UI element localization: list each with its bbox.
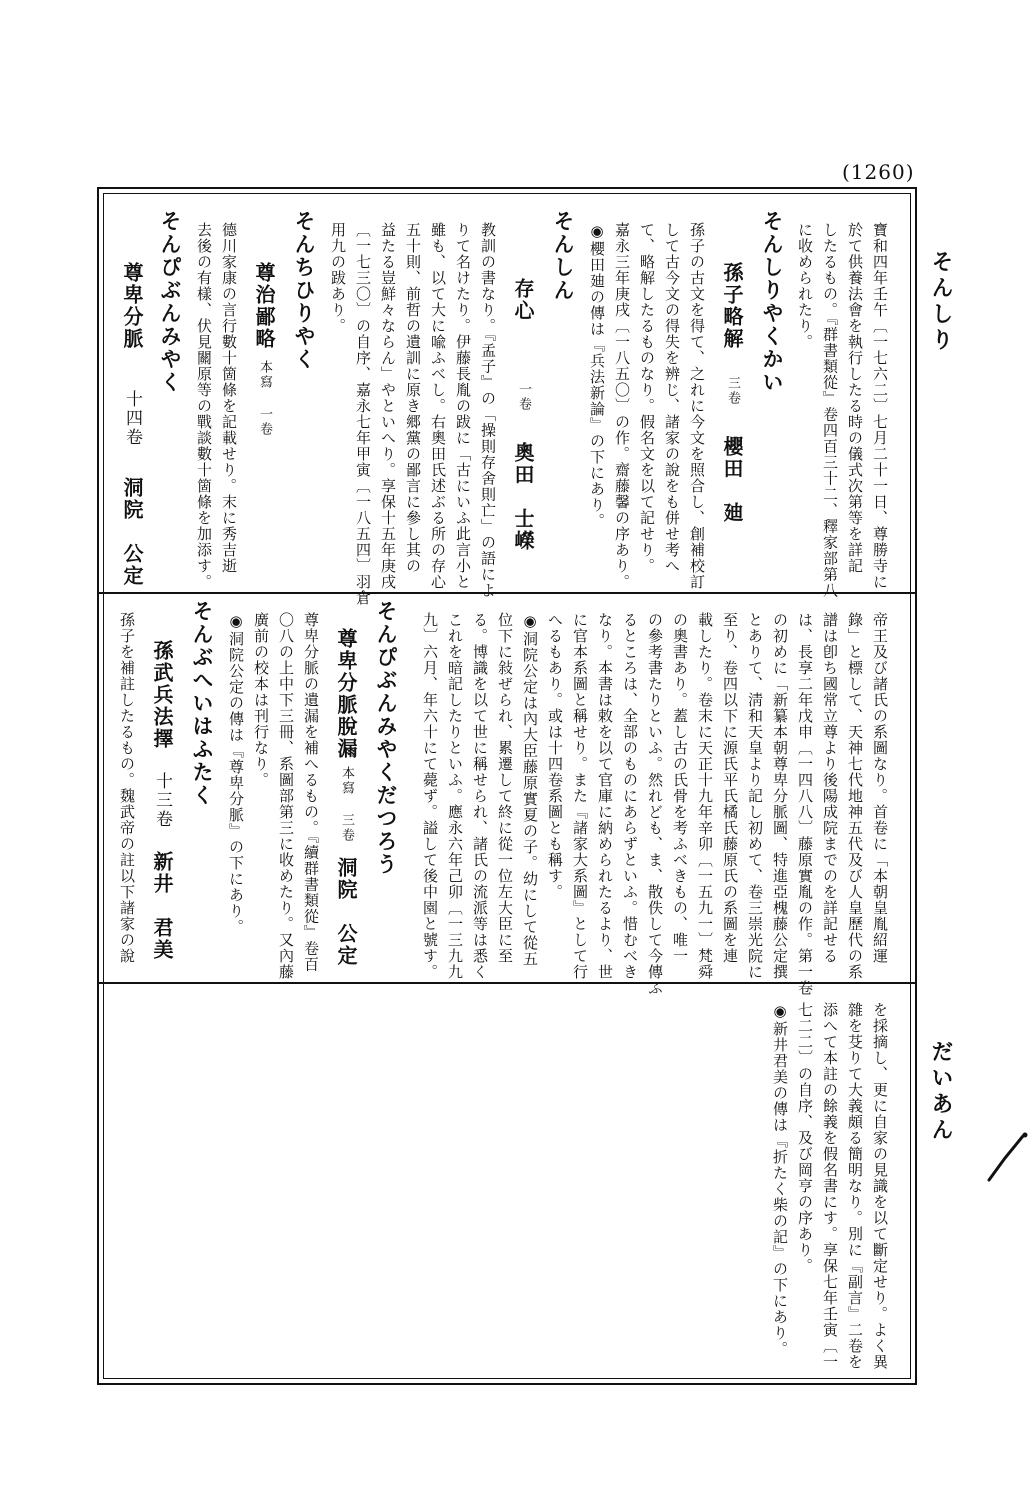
entry-title-sonchi-hiryaku <box>254 262 274 437</box>
entry-heading-sonchi-hiryaku: そんちひりやく <box>292 210 317 371</box>
band-divider-lower <box>99 982 915 984</box>
author-name: 櫻田 廸 <box>720 436 744 524</box>
text-line: 去後の有樣、伏見關原等の戰談數十箇條を加添す。 <box>195 222 213 590</box>
text-line: に收められたり。 <box>796 222 814 350</box>
text-line: の初めに「新纂本朝尊卑分脈圖、特進亞槐藤公定撰 <box>771 612 789 980</box>
entry-heading-sonshin: そんしん <box>551 210 576 302</box>
text-line: 〇八の上中下三冊、系圖部第三に收めたり。又內藤 <box>277 612 295 980</box>
text-line: 雜を芟りて大義頗る簡明なり。別に『副言』二卷を <box>846 1002 864 1370</box>
page-number: (1260) <box>842 160 915 184</box>
title-text: 孫子略解 <box>720 262 744 350</box>
text-line: 用九の跋あり。 <box>329 222 347 334</box>
text-line: りて名けたり。伊藤長胤の跋に「古にいふ此言小と <box>454 222 472 590</box>
text-line: ◉洞院公定の傳は『尊卑分脈』の下にあり。 <box>227 612 245 935</box>
entry-title-sonpi-bunmyaku <box>122 262 142 587</box>
entry-heading-sonbu-heihoutaku: そんぶへいはふたく <box>190 600 215 807</box>
title-text: 尊卑分脈脫漏 <box>334 628 358 760</box>
text-line: る。博識を以て世に稱せられ、諸氏の流派等は悉く <box>471 612 489 980</box>
volume-count: 一卷 <box>516 382 531 412</box>
text-line: ◉新井君美の傳は『折たく柴の記』の下にあり。 <box>771 1002 789 1357</box>
text-line: 德川家康の言行數十箇條を記載せり。末に秀吉逝 <box>220 222 238 574</box>
text-line: して古今文の得失を辨じ、諸家の說をも併せ考へ <box>663 222 681 574</box>
text-line: 譜は卽ち國常立尊より後陽成院までのを詳記せる <box>821 612 839 964</box>
text-line: 孫子を補註したるもの。魏武帝の註以下諸家の說 <box>118 612 136 964</box>
text-line: 載したり。卷末に天正十九年辛卯〔一五九一〕梵舜 <box>696 612 714 980</box>
text-line: 於て供養法會を執行したる時の儀式次第等を詳記 <box>846 222 864 574</box>
text-line: ◉洞院公定は內大臣藤原實夏の子。幼にして從五 <box>521 612 539 967</box>
text-line: 添へて本註の餘義を假名書にす。享保七年壬寅〔一 <box>821 1002 839 1370</box>
title-text: 尊卑分脈 <box>120 262 144 350</box>
entry-heading-sonshi-ryakukai: そんしりやくかい <box>760 210 785 394</box>
author-name: 洞院 公定 <box>334 857 358 967</box>
text-line: 嘉永三年庚戌〔一八五〇〕の作。齋藤馨の序あり。 <box>613 222 631 590</box>
band-divider-upper <box>99 592 915 594</box>
text-line: 錄」と標して、天神七代地神五代及び人皇歷代の系 <box>846 612 864 980</box>
entry-title-sonshi-ryakukai <box>722 262 742 524</box>
entry-title-sonshin <box>513 278 533 552</box>
text-line: 至り、卷四以下に源氏平氏橘氏藤原氏の系圖を連 <box>721 612 739 964</box>
margin-label-bottom: だいあん <box>928 1040 954 1144</box>
text-line: ◉櫻田廸の傳は『兵法新論』の下にあり。 <box>588 222 606 529</box>
volume-count: 三卷 <box>725 376 740 406</box>
text-line: 七二二〕の自序、及び岡亨の序あり。 <box>796 1002 814 1274</box>
text-line: の奧書あり。蓋し古の氏骨を考ふべきもの、唯一 <box>671 612 689 964</box>
volume-count: 十四卷 <box>122 390 142 447</box>
text-line: 教訓の書なり。『孟子』の「操則存舍則亡」の語によ <box>479 222 497 599</box>
text-line: 九〕六月、年六十にて薨ず。謚して後中園と號す。 <box>421 612 439 980</box>
text-line: 益たる豈鮮々ならん」やといへり。享保十五年庚戌 <box>379 222 397 590</box>
author-name: 新井 君美 <box>150 851 174 961</box>
ink-mark <box>975 1130 1035 1190</box>
title-text: 尊治鄙略 <box>252 262 276 350</box>
entry-title-sonbu-heihoutaku <box>152 640 172 961</box>
text-line: 〔一七三〇〕の自序、嘉永七年甲寅〔一八五四〕羽倉 <box>354 222 372 606</box>
text-line: 帝王及び諸氏の系圖なり。首卷に「本朝皇胤紹運 <box>871 612 889 964</box>
text-line: したるもの。『群書類從』卷四百三十二、釋家部第八 <box>821 222 839 599</box>
title-text: 孫武兵法擇 <box>150 640 174 750</box>
text-line: 雖も、以て大に喩ふべし。右奧田氏述ぶる所の存心 <box>429 222 447 590</box>
text-line: 孫子の古文を得て、之れに今文を照合し、創補校訂 <box>688 222 706 590</box>
volume-count: 十三卷 <box>152 772 172 829</box>
title-text: 存心 <box>511 278 535 322</box>
entry-title-sonpi-bunmyaku-datsuro <box>336 628 356 967</box>
text-line: なり。本書は敕を以て官庫に納められたるより、世 <box>596 612 614 980</box>
margin-label-top: そんしり <box>928 250 954 354</box>
entry-heading-sonpi-bunmyaku-datsuro: そんぴぶんみやくだつろう <box>374 600 399 876</box>
text-line: は、長享二年戊申〔一四八八〕藤原實胤の作。第一卷 <box>796 612 814 996</box>
text-line: 位下に敍ぜられ、累遷して終に從一位左大臣に至 <box>496 612 514 964</box>
text-line: 寶和四年壬午〔一七六二〕七月二十一日、尊勝寺に <box>871 222 889 590</box>
text-line: に官本系圖と稱せり。また『諸家大系圖』として行 <box>571 612 589 980</box>
author-name: 洞院 公定 <box>120 477 144 587</box>
text-line: へるもあり。或は十四卷系圖とも稱す。 <box>546 612 564 900</box>
text-line: るところは、全部のものにあらずといふ。惜むべき <box>621 612 639 980</box>
author-name: 奧田 士嶸 <box>511 442 535 552</box>
entry-heading-sonpi-bunmyaku: そんぴぶんみやく <box>158 210 183 394</box>
text-line: て、略解したるものなり。假名文を以て記せり。 <box>638 222 656 574</box>
text-line: とありて、淸和天皇より記し初めて、卷三崇光院に <box>746 612 764 980</box>
volume-count: 本寫 一卷 <box>257 360 272 437</box>
text-line: の參考書たりといふ。然れども、ま、散佚して今傳ふ <box>646 612 664 996</box>
text-line: 廣前の校本は刊行なり。 <box>252 612 270 788</box>
volume-count: 本寫 三卷 <box>339 766 354 843</box>
text-line: 尊卑分脈の遺漏を補へるもの。『續群書類從』卷百 <box>302 612 320 973</box>
text-line: 五十則、前哲の遺訓に原き郷黨の鄙言に參し其の <box>404 222 422 574</box>
text-line: これを暗記したりといふ。應永六年己卯〔一三九九 <box>446 612 464 980</box>
text-line: を採摘し、更に自家の見識を以て斷定せり。よく異 <box>871 1002 889 1370</box>
